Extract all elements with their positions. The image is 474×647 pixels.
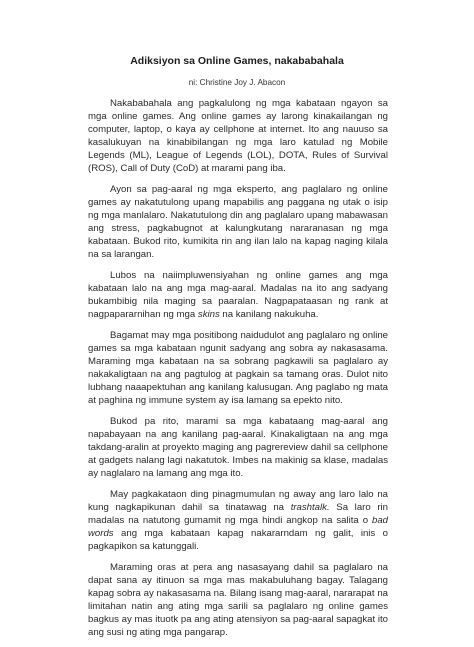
paragraph-text: Sa laro rin madalas na natutong gumamit ng mga hindi angkop na salita o — [88, 502, 389, 526]
paragraph-text: na kanilang nakukuha. — [219, 309, 319, 320]
paragraph-text: ang mga kabataan kapag nakararndam ng galit, inis o pagkapikon sa katunggali. — [88, 528, 388, 552]
paragraph-text: May pagkakataon ding pinagmumulan ng away ang laro lalo na kung nagkapikunan dahil sa tinatawag na — [88, 489, 388, 513]
article-title: Adiksiyon sa Online Games, nakababahala — [130, 55, 344, 67]
paragraph-text: Ayon sa pag-aaral ng mga eksperto, ang paglalaro ng online games ay nakatutulong upang mapabilis ang paggana ng utak o isip ng mga manlalaro. Nakatutulong din ang paglalaro upang mabawasan ang stress, pagkabugnot at kalungkutang nararanasan ng mga kabataan. Bukod rito, kumikita rin ang ilan lalo na kapag naging kilala na sa larangan. — [88, 184, 388, 260]
paragraph-text: Lubos na naiimpluwensiyahan ng online games ang mga kabataan lalo na ang mga mag-aaral. Madalas na ito ang sadyang bukambibig nila maging sa paaralan. Nagpapataasan ng rank at nagpapararnihan ng mga — [88, 270, 388, 320]
paragraph-text: Maraming oras at pera ang nasasayang dahil sa paglalaro na dapat sana ay itinuon sa mga mas makabuluhang bagay. Talagang kapag sobra ay nakasasama na. Bilang isang mag-aaral, nararapat na limitahan natin ang ating mga sarili sa paglalaro ng online games bagkus ay mas ituotk pa ang ating atensiyon sa pag-aaral sapagkat ito ang susi ng ating mga pangarap. — [88, 562, 388, 638]
body-paragraph — [88, 269, 388, 321]
italic-term: skins — [197, 309, 220, 320]
body-paragraph — [88, 183, 388, 261]
paragraph-text: Bukod pa rito, marami sa mga kabataang mag-aaral ang napabayaan na ang kanilang pag-aaral. Kinakaligtaan na ang mga takdang-aralin at proyekto maging ang pagrereview dahil sa cellphone at gadgets nalang lagi nakatutok. Imbes na makinig sa klase, madalas ay naglalaro na lamang ang mga ito. — [88, 416, 388, 479]
article-body — [88, 97, 388, 647]
italic-term: bad words — [88, 515, 388, 539]
author-byline: ni: Christine Joy J. Abacon — [188, 78, 286, 87]
paragraph-text: Nakababahala ang pagkalulong ng mga kabataan ngayon sa mga online games. Ang online games ay larong kinakailangan ng computer, laptop, o kaya ay cellphone at internet. Ito ang nauuso sa kasalukuyan na kinabibilangan ng mga laro katulad ng Mobile Legends (ML), League of Legends (LOL), DOTA, Rules of Survival (ROS), Call of Duty (CoD) at marami pang iba. — [88, 98, 388, 174]
body-paragraph — [88, 415, 388, 480]
body-paragraph — [88, 97, 388, 175]
body-paragraph — [88, 561, 388, 639]
italic-term: trashtalk. — [290, 502, 330, 513]
body-paragraph — [88, 329, 388, 407]
body-paragraph — [88, 488, 388, 553]
paragraph-text: Bagamat may mga positibong naidudulot ang paglalaro ng online games sa mga kabataan ngunit sadyang ang sobra ay nakasasama. Maraming mga kabataan na sa sobrang pagkawili sa paglalaro ay nakakaligtaan na ang pagtulog at pagkain sa tamang oras. Dulot nito lubhang naaapektuhan ang kanilang kalusugan. Ang paglabo ng mata at paghina ng immune system ay isa lamang sa epekto nito. — [88, 330, 388, 406]
